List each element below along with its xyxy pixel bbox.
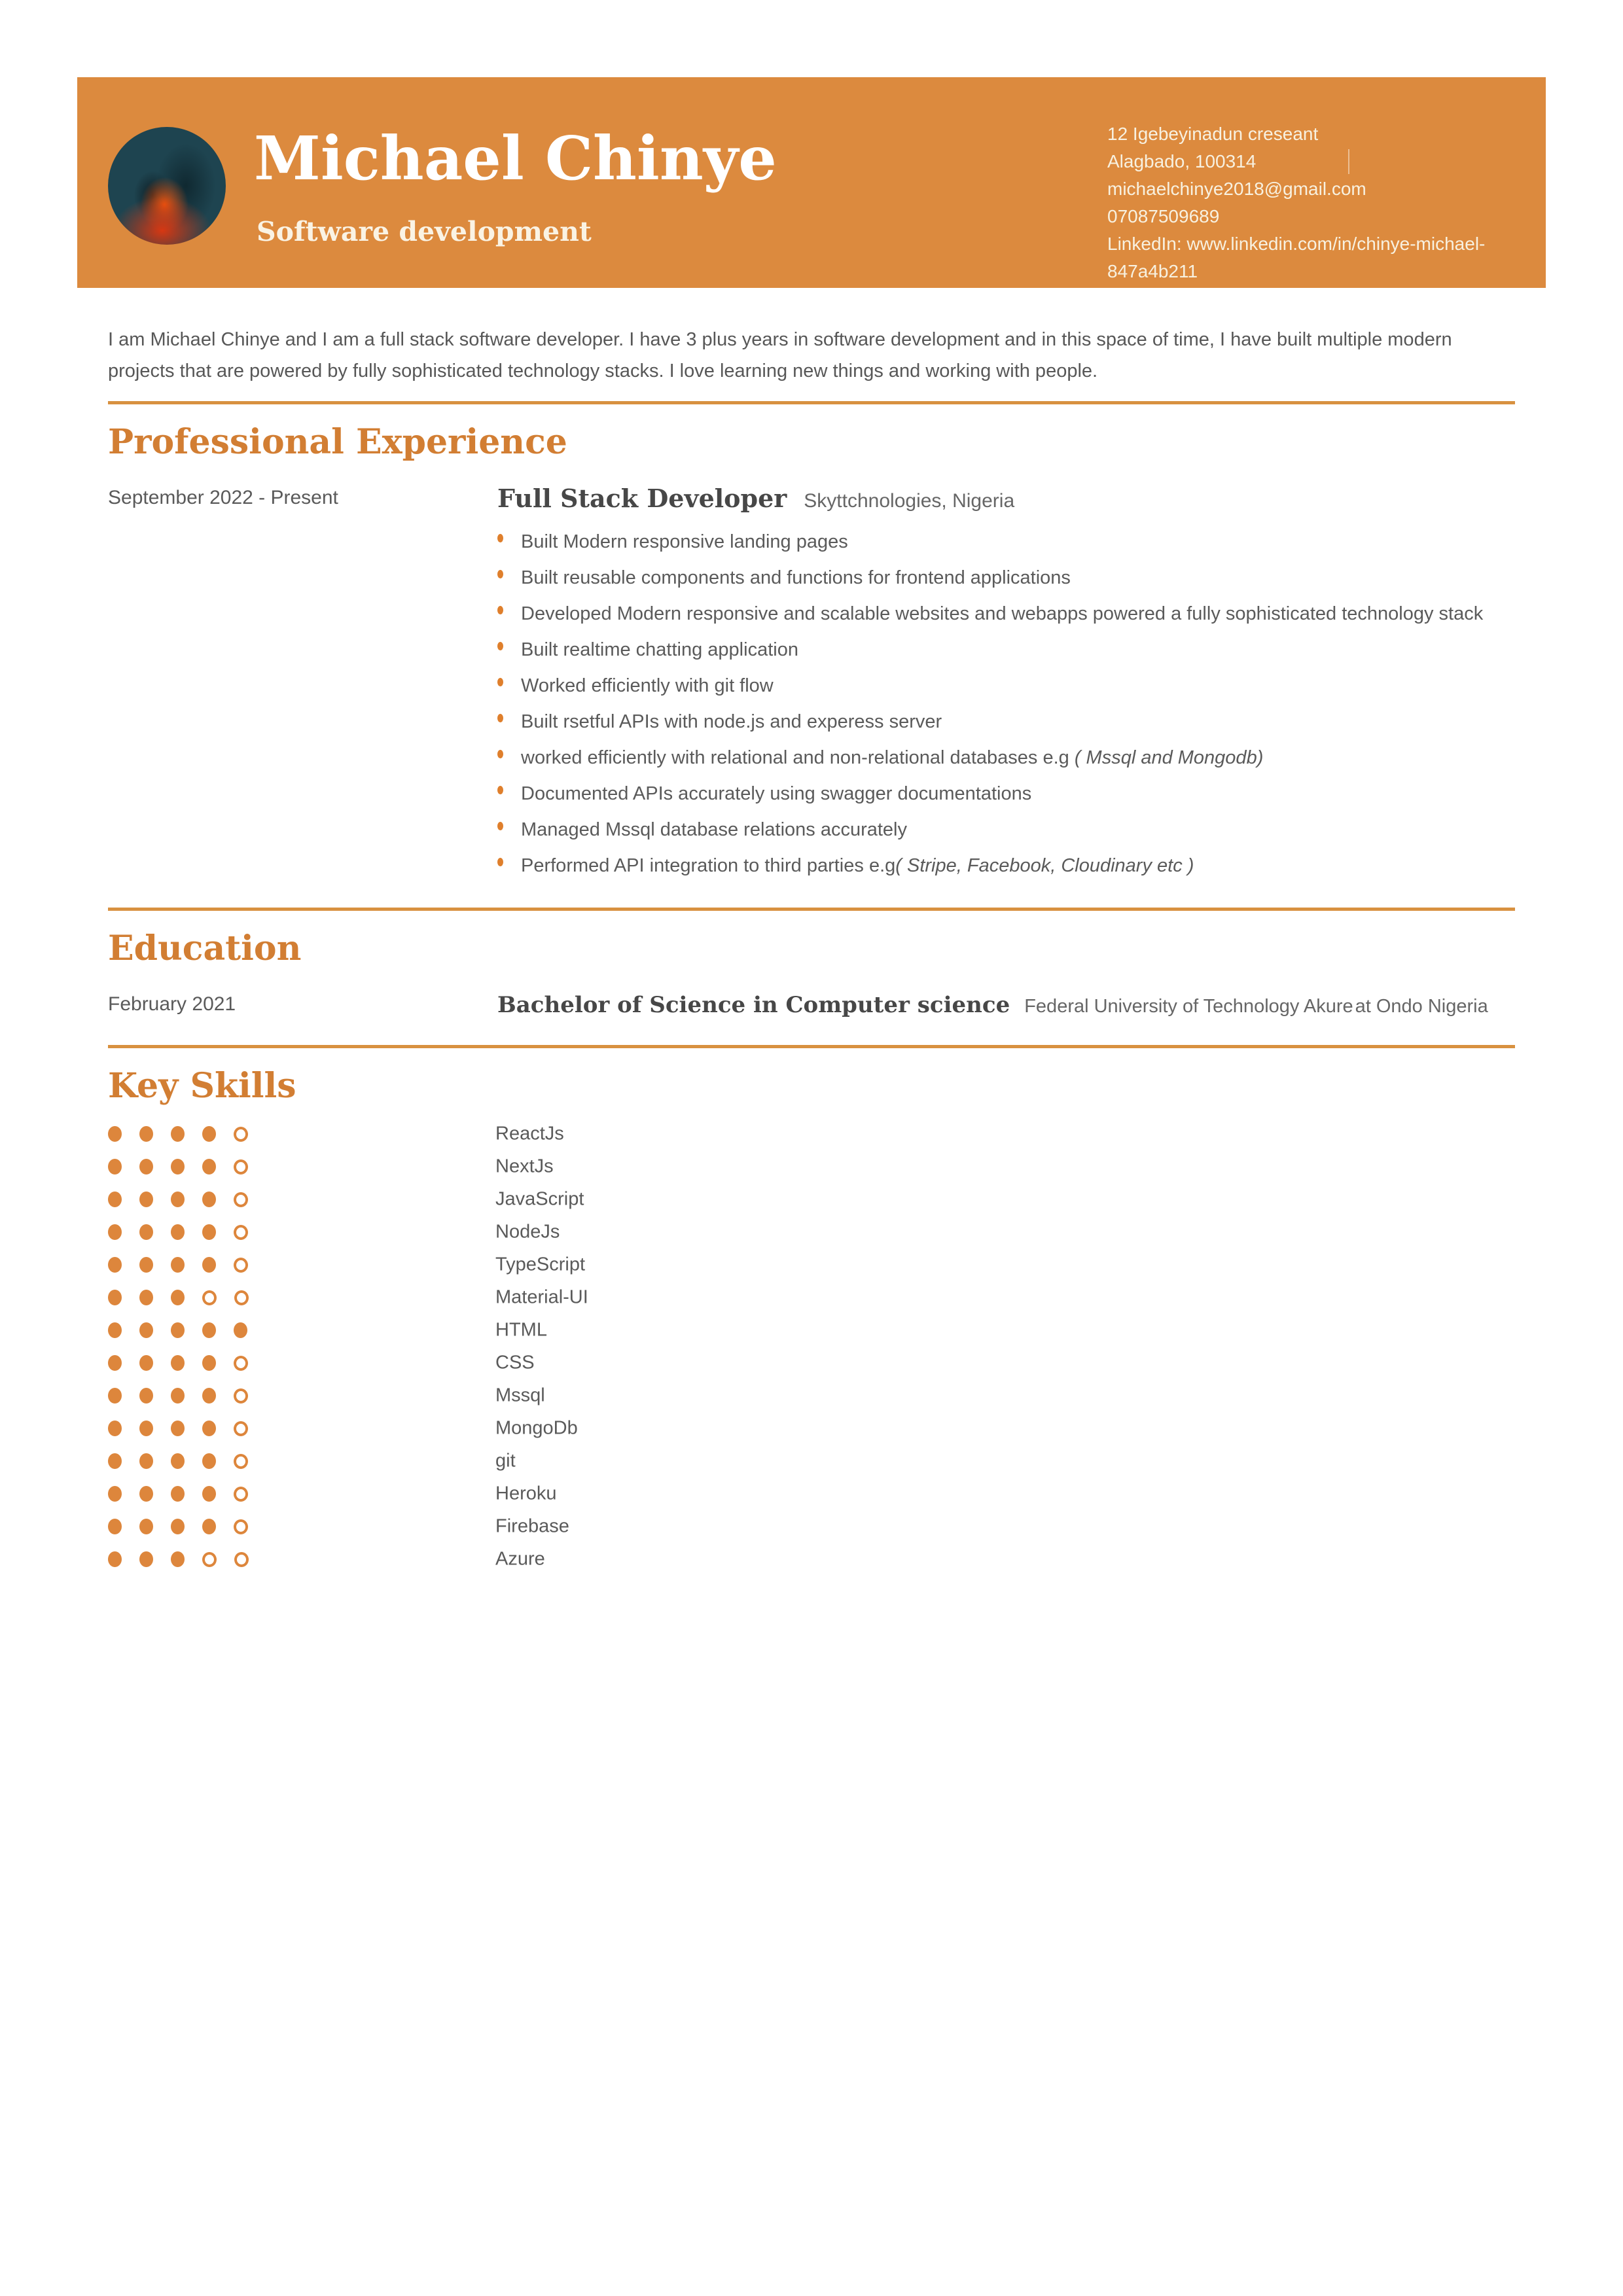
experience-details [497, 483, 1515, 892]
skill-label: TypeScript [495, 1254, 585, 1275]
bullet-dot-icon [497, 858, 503, 866]
skill-label: git [495, 1450, 516, 1472]
rating-dot-filled-icon [202, 1322, 216, 1338]
skill-label: CSS [495, 1352, 535, 1373]
rating-dot-empty-icon [234, 1519, 248, 1534]
experience-row [108, 483, 1515, 892]
skill-label: ReactJs [495, 1123, 564, 1144]
skill-row [108, 1412, 1515, 1445]
header-band [77, 77, 1546, 288]
education-date: February 2021 [108, 993, 236, 1015]
rating-dot-filled-icon [139, 1519, 153, 1534]
bullet-text: worked efficiently with relational and non-relational databases e.g [521, 747, 1069, 768]
rating-dot-empty-icon [234, 1225, 248, 1240]
skill-row [108, 1183, 1515, 1216]
contact-address-line2: Alagbado, 100314 [1107, 151, 1257, 171]
skill-rating [108, 1159, 248, 1174]
skill-row [108, 1248, 1515, 1281]
rating-dot-filled-icon [108, 1421, 122, 1436]
rating-dot-empty-icon [202, 1290, 217, 1305]
rating-dot-filled-icon [171, 1159, 185, 1174]
rating-dot-filled-icon [139, 1224, 153, 1240]
rating-dot-empty-icon [234, 1258, 248, 1273]
rating-dot-filled-icon [139, 1159, 153, 1174]
rating-dot-empty-icon [202, 1552, 217, 1567]
rating-dot-filled-icon [171, 1551, 185, 1567]
skill-rating [108, 1322, 247, 1338]
job-company: Skyttchnologies, Nigeria [804, 490, 1015, 512]
rating-dot-filled-icon [139, 1290, 153, 1305]
rating-dot-filled-icon [202, 1126, 216, 1142]
contact-email: michaelchinye2018@gmail.com [1107, 179, 1366, 199]
rating-dot-filled-icon [202, 1224, 216, 1240]
skill-rating [108, 1421, 248, 1436]
contact-address-line1: 12 Igebeyinadun creseant [1107, 124, 1319, 144]
education-details [497, 989, 1515, 1025]
bullet-text: Developed Modern responsive and scalable websites and webapps powered a fully sophisticated technology stack [521, 603, 1484, 624]
rating-dot-filled-icon [202, 1257, 216, 1273]
bullet-dot-icon [497, 714, 503, 722]
person-title: Software development [257, 216, 592, 247]
rating-dot-filled-icon [139, 1421, 153, 1436]
experience-bullet [497, 712, 1515, 732]
rating-dot-filled-icon [171, 1322, 185, 1338]
skill-row [108, 1477, 1515, 1510]
rating-dot-filled-icon [171, 1388, 185, 1404]
skill-rating [108, 1519, 248, 1534]
section-divider [108, 401, 1515, 404]
experience-bullet [497, 568, 1515, 588]
skill-label: Firebase [495, 1515, 569, 1537]
skills-heading: Key Skills [108, 1066, 296, 1106]
person-name: Michael Chinye [254, 123, 777, 194]
skill-rating [108, 1486, 248, 1502]
bullet-dot-icon [497, 570, 503, 578]
rating-dot-filled-icon [108, 1159, 122, 1174]
education-institution: Federal University of Technology Akure [1024, 996, 1353, 1017]
rating-dot-filled-icon [108, 1551, 122, 1567]
skill-rating [108, 1192, 248, 1207]
rating-dot-filled-icon [202, 1453, 216, 1469]
contact-linkedin: LinkedIn: www.linkedin.com/in/chinye-michael-847a4b211 [1107, 234, 1486, 281]
rating-dot-filled-icon [171, 1486, 185, 1502]
skill-label: NodeJs [495, 1221, 560, 1243]
rating-dot-empty-icon [234, 1290, 249, 1305]
rating-dot-filled-icon [202, 1355, 216, 1371]
skill-label: Material-UI [495, 1286, 588, 1308]
skill-label: MongoDb [495, 1417, 578, 1439]
experience-heading: Professional Experience [108, 422, 567, 462]
rating-dot-filled-icon [139, 1257, 153, 1273]
bullet-dot-icon [497, 534, 503, 542]
skills-list [108, 1118, 1515, 1576]
rating-dot-filled-icon [202, 1388, 216, 1404]
skill-rating [108, 1126, 248, 1142]
bullet-dot-icon [497, 822, 503, 830]
experience-bullet [497, 532, 1515, 552]
rating-dot-filled-icon [139, 1355, 153, 1371]
experience-bullet [497, 604, 1515, 624]
experience-bullet-list [497, 532, 1515, 875]
rating-dot-filled-icon [171, 1519, 185, 1534]
resume-body [108, 288, 1515, 1576]
skill-label: NextJs [495, 1156, 554, 1177]
skill-row [108, 1379, 1515, 1412]
experience-bullet [497, 856, 1515, 875]
skill-rating [108, 1388, 248, 1404]
rating-dot-filled-icon [171, 1257, 185, 1273]
rating-dot-filled-icon [202, 1192, 216, 1207]
skill-rating [108, 1551, 249, 1567]
experience-bullet [497, 748, 1515, 768]
skill-label: HTML [495, 1319, 547, 1341]
education-location: at Ondo Nigeria [1355, 996, 1488, 1017]
bullet-dot-icon [497, 678, 503, 686]
rating-dot-filled-icon [234, 1322, 247, 1338]
contact-block [1107, 120, 1531, 285]
rating-dot-filled-icon [108, 1355, 122, 1371]
skill-rating [108, 1257, 248, 1273]
skill-rating [108, 1290, 249, 1305]
skill-row [108, 1347, 1515, 1379]
bullet-dot-icon [497, 642, 503, 650]
rating-dot-empty-icon [234, 1552, 249, 1567]
rating-dot-filled-icon [139, 1126, 153, 1142]
section-divider [108, 1045, 1515, 1048]
job-role: Full Stack Developer [497, 484, 787, 513]
rating-dot-empty-icon [234, 1487, 248, 1502]
bullet-text: Built Modern responsive landing pages [521, 531, 848, 552]
rating-dot-filled-icon [108, 1486, 122, 1502]
bullet-text-em: ( Mssql and Mongodb) [1069, 747, 1264, 768]
rating-dot-filled-icon [108, 1224, 122, 1240]
skill-label: Azure [495, 1548, 545, 1570]
rating-dot-filled-icon [202, 1159, 216, 1174]
rating-dot-empty-icon [234, 1454, 248, 1469]
experience-bullet [497, 784, 1515, 804]
bullet-text: Built realtime chatting application [521, 639, 798, 660]
rating-dot-filled-icon [139, 1322, 153, 1338]
rating-dot-filled-icon [171, 1355, 185, 1371]
rating-dot-filled-icon [108, 1257, 122, 1273]
rating-dot-filled-icon [139, 1453, 153, 1469]
education-heading: Education [108, 928, 302, 968]
bullet-text-em: ( Stripe, Facebook, Cloudinary etc ) [895, 855, 1194, 876]
rating-dot-filled-icon [108, 1192, 122, 1207]
skill-row [108, 1543, 1515, 1576]
rating-dot-empty-icon [234, 1421, 248, 1436]
rating-dot-empty-icon [234, 1388, 248, 1404]
rating-dot-filled-icon [108, 1388, 122, 1404]
experience-date-range: September 2022 - Present [108, 487, 338, 508]
rating-dot-filled-icon [171, 1126, 185, 1142]
experience-bullet [497, 820, 1515, 839]
bullet-dot-icon [497, 606, 503, 614]
bullet-text: Managed Mssql database relations accurately [521, 819, 907, 840]
skill-rating [108, 1224, 248, 1240]
rating-dot-filled-icon [108, 1453, 122, 1469]
summary-paragraph: I am Michael Chinye and I am a full stack software developer. I have 3 plus years in software development and in this space of time, I have built multiple modern projects that are powered by fully sophisticated technology stacks. I love learning new things and working with people. [108, 329, 1452, 381]
rating-dot-filled-icon [139, 1486, 153, 1502]
skill-row [108, 1216, 1515, 1248]
bullet-dot-icon [497, 750, 503, 758]
skill-rating [108, 1355, 248, 1371]
rating-dot-filled-icon [171, 1421, 185, 1436]
rating-dot-empty-icon [234, 1192, 248, 1207]
skill-row [108, 1445, 1515, 1477]
skill-label: JavaScript [495, 1188, 584, 1210]
rating-dot-filled-icon [108, 1519, 122, 1534]
rating-dot-empty-icon [234, 1356, 248, 1371]
rating-dot-filled-icon [202, 1519, 216, 1534]
skill-row [108, 1510, 1515, 1543]
skill-row [108, 1150, 1515, 1183]
rating-dot-filled-icon [108, 1290, 122, 1305]
section-divider [108, 908, 1515, 911]
rating-dot-filled-icon [171, 1224, 185, 1240]
contact-divider [1348, 149, 1349, 174]
rating-dot-filled-icon [171, 1290, 185, 1305]
rating-dot-filled-icon [139, 1388, 153, 1404]
rating-dot-filled-icon [139, 1551, 153, 1567]
rating-dot-filled-icon [108, 1322, 122, 1338]
experience-bullet [497, 676, 1515, 696]
bullet-text: Performed API integration to third parties e.g [521, 855, 896, 876]
rating-dot-filled-icon [202, 1486, 216, 1502]
skill-label: Mssql [495, 1385, 545, 1406]
rating-dot-empty-icon [234, 1127, 248, 1142]
rating-dot-filled-icon [108, 1126, 122, 1142]
bullet-text: Built reusable components and functions for frontend applications [521, 567, 1071, 588]
rating-dot-filled-icon [202, 1421, 216, 1436]
profile-photo [108, 127, 226, 245]
skill-row [108, 1314, 1515, 1347]
bullet-text: Built rsetful APIs with node.js and experess server [521, 711, 942, 732]
bullet-text: Worked efficiently with git flow [521, 675, 774, 696]
rating-dot-empty-icon [234, 1159, 248, 1174]
education-degree: Bachelor of Science in Computer science [497, 992, 1010, 1018]
skill-rating [108, 1453, 248, 1469]
job-title-line [497, 483, 1515, 520]
education-row [108, 989, 1515, 1025]
rating-dot-filled-icon [171, 1192, 185, 1207]
skill-label: Heroku [495, 1483, 557, 1504]
contact-phone: 07087509689 [1107, 206, 1220, 226]
skill-row [108, 1118, 1515, 1150]
rating-dot-filled-icon [171, 1453, 185, 1469]
bullet-dot-icon [497, 786, 503, 794]
bullet-text: Documented APIs accurately using swagger documentations [521, 783, 1032, 804]
skill-row [108, 1281, 1515, 1314]
experience-bullet [497, 640, 1515, 660]
rating-dot-filled-icon [139, 1192, 153, 1207]
